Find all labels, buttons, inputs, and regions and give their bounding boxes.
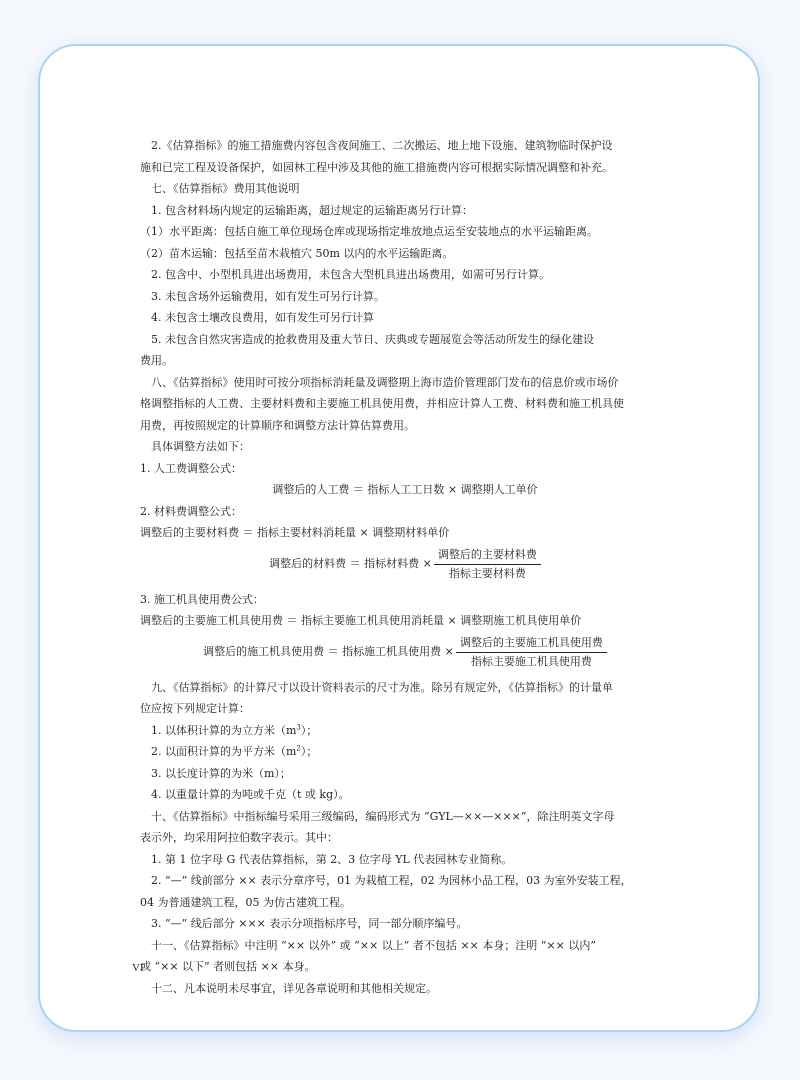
text-line: 调整后的主要施工机具使用费 ＝ 指标主要施工机具使用消耗量 × 调整期施工机具使用单价 [140,614,582,627]
text-line: 用费，再按照规定的计算顺序和调整方法计算估算费用。 [140,418,415,432]
text-line: 5. 未包含自然灾害造成的抢救费用及重大节日、庆典或专题展览会等活动所发生的绿化建设 [151,332,594,346]
superscript: 3 [296,722,301,731]
text-span: 1. 以体积计算的为立方米（m [151,723,297,737]
formula-left: 调整后的材料费 ＝ 指标材料费 × [269,557,432,571]
page-number: VI [132,962,144,974]
text-line: 格调整指标的人工费、主要材料费和主要施工机具使用费，并相应计算人工费、材料费和施工机具使 [140,397,624,410]
text-line: 费用。 [140,354,173,367]
text-line: 1. 人工费调整公式： [140,461,242,475]
text-line: 3. “—” 线后部分 ××× 表示分项指标序号，同一部分顺序编号。 [151,917,468,930]
text-line: 表示外，均采用阿拉伯数字表示。其中： [140,831,338,844]
superscript: 2 [296,744,301,753]
text-line: 4. 以重量计算的为吨或千克（t 或 kg）。 [151,788,350,801]
text-line: （1）水平距离：包括自施工单位现场仓库或现场指定堆放地点运至安装地点的水平运输距离。 [140,225,598,238]
text-line: 或 “×× 以下” 者则包括 ×× 本身。 [140,960,316,973]
labor-cost-formula: 调整后的人工费 ＝ 指标人工工日数 × 调整期人工单价 [272,483,538,496]
text-line: 3. 施工机具使用费公式： [140,592,264,606]
section-heading: 十一、《估算指标》中注明 “×× 以外” 或 “×× 以上” 者不包括 ×× 本身；注明 “×× 以内” [151,938,596,952]
fraction-numerator: 调整后的主要施工机具使用费 [456,634,607,653]
section-heading: 九、《估算指标》的计算尺寸以设计资料表示的尺寸为准。除另有规定外，《估算指标》的计量单 [151,680,613,694]
section-heading: 十、《估算指标》中指标编号采用三级编码，编码形式为 “GYL—××—×××”，除注明英文字母 [151,809,615,823]
fraction-denominator: 指标主要材料费 [448,566,526,580]
fraction-denominator: 指标主要施工机具使用费 [470,654,592,668]
text-line: 1. 包含材料场内规定的运输距离，超过规定的运输距离另行计算： [151,203,473,217]
text-line: 位应按下列规定计算： [140,702,250,715]
text-line: 调整后的主要材料费 ＝ 指标主要材料消耗量 × 调整期材料单价 [140,526,450,539]
text-span: ）； [300,723,318,737]
document-body [140,135,670,999]
machinery-cost-formula [140,634,670,671]
section-heading: 八、《估算指标》使用时可按分项指标消耗量及调整期上海市造价管理部门发布的信息价或市场价 [151,375,619,389]
section-heading: 七、《估算指标》费用其他说明 [151,182,300,195]
text-line [140,720,670,742]
text-line: 施和已完工程及设备保护，如园林工程中涉及其他的施工措施费内容可根据实际情况调整和补充。 [140,160,613,174]
text-line: （2）苗木运输：包括至苗木栽植穴 50m 以内的水平运输距离。 [140,246,454,260]
text-span: 2. 以面积计算的为平方米（m [151,745,297,758]
section-heading: 十二、凡本说明未尽事宜，详见各章说明和其他相关规定。 [151,981,437,995]
text-line: 2. 包含中、小型机具进出场费用，未包含大型机具进出场费用，如需可另行计算。 [151,268,550,281]
text-line: 具体调整方法如下： [151,440,250,453]
fraction [434,546,541,583]
text-line: 2. “—” 线前部分 ×× 表示分章序号，01 为栽植工程，02 为园林小品工程，03 为室外安装工程， [151,874,632,887]
formula-left: 调整后的施工机具使用费 ＝ 指标施工机具使用费 × [203,645,454,659]
material-cost-formula [140,546,670,583]
text-line: 2.《估算指标》的施工措施费内容包含夜间施工、二次搬运、地上地下设施、建筑物临时保护设 [151,139,613,152]
text-line: 4. 未包含土壤改良费用，如有发生可另行计算 [151,311,374,324]
text-span: ）； [300,745,318,758]
fraction-numerator: 调整后的主要材料费 [434,546,541,565]
text-line: 2. 材料费调整公式： [140,504,242,518]
fraction [456,634,607,671]
text-line [140,741,670,763]
text-line: 3. 以长度计算的为米（m）； [151,766,291,780]
text-line: 04 为普通建筑工程，05 为仿古建筑工程。 [140,895,351,909]
text-line: 1. 第 1 位字母 G 代表估算指标，第 2、3 位字母 YL 代表园林专业简称。 [151,852,513,866]
text-line: 3. 未包含场外运输费用，如有发生可另行计算。 [151,289,385,303]
